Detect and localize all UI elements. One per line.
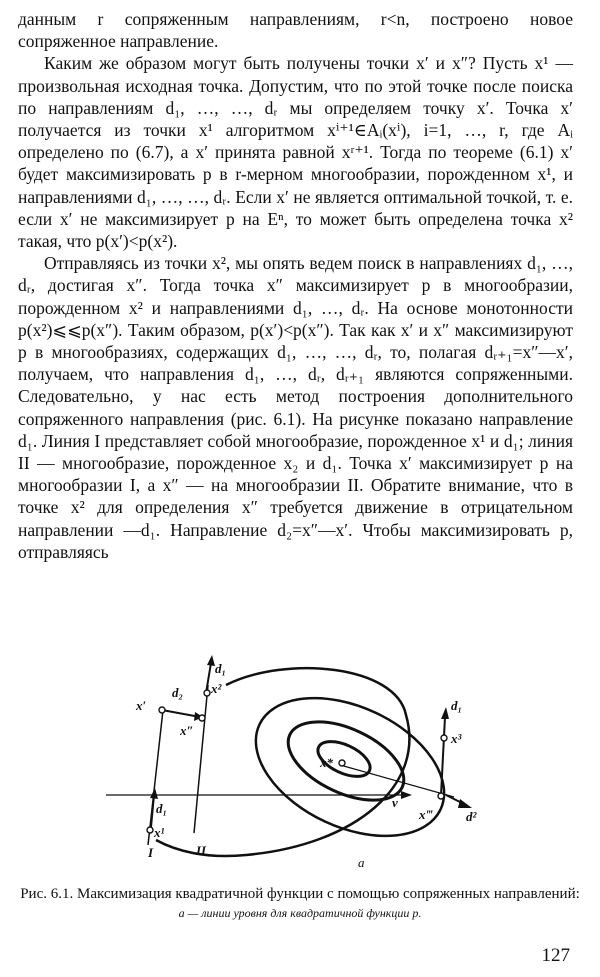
d1-arrowhead-top — [207, 655, 215, 666]
manifold-line-II — [194, 685, 208, 833]
label-x-star: x* — [320, 755, 333, 770]
label-line-I: I — [148, 845, 154, 860]
paragraph-1: данным r сопряженным направлениям, r<n, построено новое сопряженное направление. — [18, 9, 573, 52]
caption-line-2: a — линии уровня для квадратичной функции p. — [178, 906, 422, 920]
label-a: a — [358, 855, 365, 870]
label-x3: x³ — [451, 731, 462, 746]
label-v: v — [392, 795, 398, 810]
label-x-triple-prime: x‴ — [419, 807, 433, 822]
point-x1 — [147, 827, 153, 833]
d2-segment — [162, 710, 200, 717]
level-curve-3 — [234, 670, 466, 863]
d2-arrowhead-right — [458, 799, 472, 808]
label-d1-right: d₁ — [451, 698, 463, 713]
point-x3 — [441, 735, 447, 741]
label-x-double-prime: x″ — [180, 723, 194, 738]
label-x-prime: x′ — [136, 698, 147, 713]
point-x-prime — [159, 707, 165, 713]
label-d2-top: d₂ — [172, 685, 184, 700]
d1-arrowhead-right — [441, 707, 449, 719]
v-arrowhead — [401, 791, 412, 799]
paragraph-2: Каким же образом могут быть получены точки x′ и x″? Пусть x¹ — произвольная исходная точка. Допустим, что по этой точке после поиска по направлениям d₁, …, …, dᵣ мы определяем точку x′. Точка x′ получается из точки x¹ алгоритмом xⁱ⁺¹∈Aᵢ(xⁱ), i=1, …, r, где Aᵢ определено по (6.7), а x′ принята равной xʳ⁺¹. Тогда по теореме (6.1) x′ будет максимизировать p в r-мерном многообразии, порожденном x¹, и направлениями d₁, …, …, dᵣ. Если x′ не является оптимальной точкой, т. е. если x′ не максимизирует p на Eⁿ, то может быть определена точка x² такая, что p(x′)<p(x²). — [18, 53, 573, 252]
point-x-star — [339, 760, 345, 766]
page-number: 127 — [541, 945, 570, 966]
point-x-triple-prime — [438, 793, 444, 799]
label-x2: x² — [211, 681, 222, 696]
label-d1-top: d₁ — [215, 661, 227, 676]
label-d2-right: d² — [466, 809, 477, 824]
label-line-II: II — [196, 843, 207, 858]
caption-line-1: Рис. 6.1. Максимизация квадратичной функции с помощью сопряженных направлений: — [20, 886, 580, 902]
body-text — [18, 8, 573, 563]
figure-caption — [20, 885, 580, 921]
point-x-double-prime — [199, 715, 205, 721]
paragraph-3: Отправляясь из точки x², мы опять ведем поиск в направлениях d₁, …, dᵣ, достигая x″. Тогда точка x″ максимизирует p в многообразии, порожденном x² и направлениями d₁, …, dᵣ. На основе монотонности p(x²)⩽⩽p(x″). Таким образом, p(x′)<p(x″). Так как x′ и x″ максимизируют p в многообразиях, содержащих d₁, …, …, dᵣ, то, полагая dᵣ₊₁=x″—x′, получаем, что направления d₁, …, dᵣ, dᵣ₊₁ являются сопряженными. Следовательно, у нас есть метод построения дополнительного сопряженного направления (рис. 6.1). На рисунке показано направление d₁. Линия I представляет собой многообразие, порожденное x¹ и d₁; линия II — многообразие, порожденное x₂ и d₁. Точка x′ максимизирует p на многообразии I, а x″ — на многообразии II. Обратите внимание, что в точке x² для определения x″ требуется движение в отрицательном направлении —d₁. Направление d₂=x″—x′. Чтобы максимизировать p, отправляясь — [18, 253, 573, 562]
point-x2 — [204, 690, 210, 696]
figure-6-1 — [96, 655, 516, 875]
label-d1-bottom: d₁ — [156, 801, 168, 816]
label-x1: x¹ — [154, 825, 165, 840]
